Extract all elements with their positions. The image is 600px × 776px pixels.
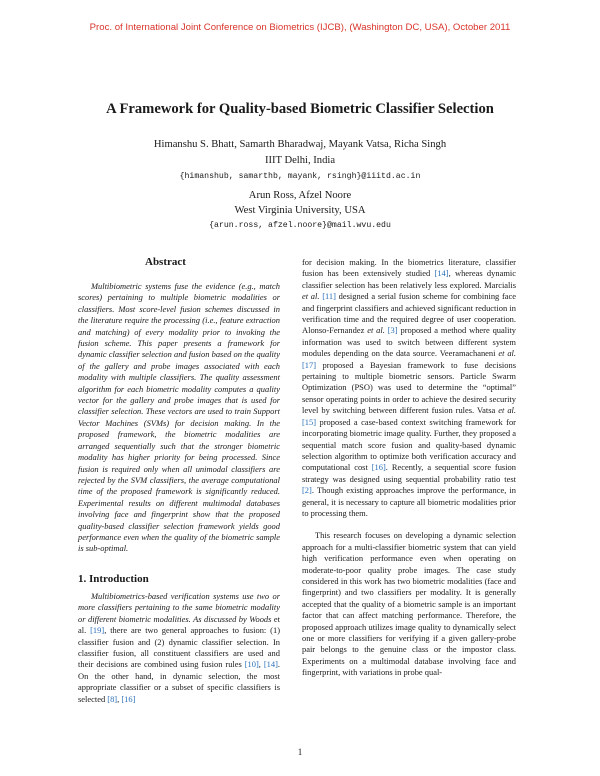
citation-link[interactable]: [14] bbox=[263, 659, 278, 670]
citation-link[interactable]: [16] bbox=[371, 462, 386, 473]
page-number: 1 bbox=[297, 747, 303, 757]
email-group-1: {himanshub, samarthb, mayank, rsingh}@iiitd.ac.in bbox=[179, 172, 421, 181]
introduction-body bbox=[78, 591, 280, 705]
affiliation-1: IIIT Delhi, India bbox=[264, 155, 336, 166]
authors-group-2: Arun Ross, Afzel Noore bbox=[248, 190, 352, 201]
citation-link[interactable]: [10] bbox=[244, 659, 259, 670]
email-group-2: {arun.ross, afzel.noore}@mail.wvu.edu bbox=[209, 221, 391, 230]
paper-title: A Framework for Quality-based Biometric Classifier Selection bbox=[106, 101, 494, 117]
abstract-body bbox=[78, 281, 280, 555]
citation-link[interactable]: [17] bbox=[302, 359, 317, 370]
introduction-heading: 1. Introduction bbox=[78, 573, 149, 585]
citation-link[interactable]: [11] bbox=[322, 291, 336, 302]
affiliation-2: West Virginia University, USA bbox=[234, 205, 366, 216]
citation-link[interactable]: [16] bbox=[121, 693, 136, 704]
citation-link[interactable]: [14] bbox=[434, 268, 449, 279]
related-work-paragraph: for decision making. In the biometrics literature, classifier fusion has been extensively studied [14], whereas dynamic classifier selection has been relatively less explored. Marcialis et al. [11] designed a serial fusion scheme for combining face and fingerprint classifiers and achieved significant reduction in verification time and the required degree of user cooperation. Alonso-Fernandez et al. [3] proposed a method where quality information was used to switch between different system modules depending on the data source. Veeramachaneni et al. [17] proposed a Bayesian framework to fuse decisions pertaining to multiple biometric sensors. Particle Swarm Optimization (PSO) was used to determine the “optimal” sensor operating points in order to achieve the desired security level by switching between different fusion rules. Vatsa et al. [15] proposed a case-based context switching framework for incorporating biometric image quality. Further, they proposed a sequential match score fusion and quality-based dynamic selection algorithm to optimize both verification accuracy and computational cost [16]. Recently, a sequential score fusion strategy was designed using sequential probability ratio test [2]. Though existing approaches improve the performance, in general, it is necessary to capture all biometric modalities prior to processing them. bbox=[302, 257, 517, 518]
authors-group-1: Himanshu S. Bhatt, Samarth Bharadwaj, Mayank Vatsa, Richa Singh bbox=[153, 139, 447, 150]
abstract-heading: Abstract bbox=[145, 256, 186, 268]
citation-link[interactable]: [8] bbox=[107, 693, 118, 704]
research-focus-paragraph: This research focuses on developing a dynamic selection approach for a multi-classifier biometric system that can yield high verification performance even when operating on moderate-to-poor quality probe images. The case study considered in this work has two biometric modalities (face and fingerprint) and two classifiers per modality. It is generally accepted that the quality of a biometric sample is an important factor that can affect matching performance. Therefore, the proposed approach utilizes image quality to dynamically select one or more classifiers for verifying if a given gallery-probe pair belongs to the genuine class or the impostor class. Experiments on a multimodal database involving face and fingerprint, with variations in probe qual- bbox=[302, 530, 516, 678]
introduction-paragraph: Multibiometrics-based verification systems use two or more classifiers pertaining to the same biometric modality or different biometric modalities. As discussed by Woods et al. [19], there are two general approaches to fusion: (1) classifier fusion and (2) dynamic classifier selection. In classifier fusion, all constituent classifiers are used and their decisions are combined using fusion rules [10], [14]. On the other hand, in dynamic selection, the most appropriate classifier or a subset of specific classifiers is selected [8], [16] bbox=[78, 591, 281, 704]
citation-link[interactable]: [3] bbox=[387, 325, 398, 336]
citation-link[interactable]: [2] bbox=[302, 485, 312, 496]
citation-link[interactable]: [19] bbox=[90, 625, 105, 636]
abstract-text: Multibiometric systems fuse the evidence (e.g., match scores) pertaining to multiple biometric modalities or classifiers. Most score-level fusion schemes discussed in the literature require the processing (i.e., feature extraction and matching) of every modality prior to invoking the fusion scheme. This paper presents a framework for dynamic classifier selection and fusion based on the quality of the gallery and probe images associated with each modality with multiple classifiers. The quality assessment algorithm for each biometric modality computes a quality vector for the gallery and probe images that is used for classifier selection. These vectors are used to train Support Vector Machines (SVMs) for decision making. In the proposed framework, the biometric modalities are arranged sequentially such that the stronger biometric modality has higher priority for being processed. Since fusion is required only when all unimodal classifiers are rejected by the SVM classifiers, the average computational time of the proposed framework is significantly reduced. Experimental results on different multimodal databases involving face and fingerprint show that the proposed quality-based classifier selection framework yields good performance even when the quality of the biometric sample is sub-optimal. bbox=[78, 281, 280, 554]
right-column-body bbox=[302, 257, 516, 679]
citation-link[interactable]: [15] bbox=[302, 416, 317, 427]
conference-header: Proc. of International Joint Conference on Biometrics (IJCB), (Washington DC, USA), October 2011 bbox=[89, 22, 511, 33]
